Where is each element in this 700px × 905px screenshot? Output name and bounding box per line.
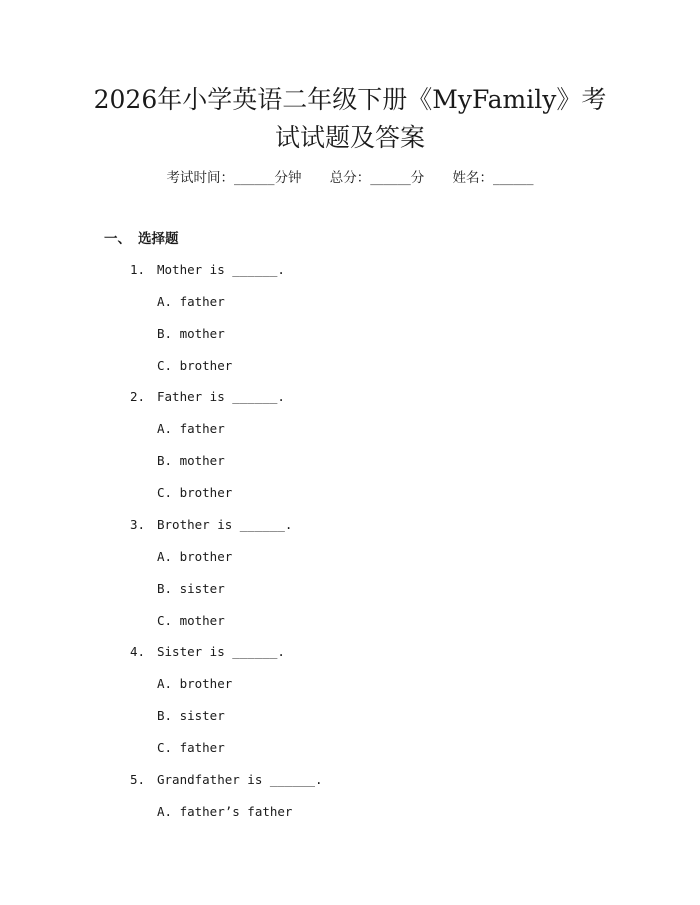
question-number: 4. (130, 644, 146, 659)
question-text: Brother is ______. (157, 517, 293, 532)
question-text: Mother is ______. (157, 262, 285, 277)
exam-info-line (0, 168, 700, 188)
question-1-option-a: A. father (157, 294, 225, 309)
exam-time-label: 考试时间：______分钟 (166, 170, 302, 186)
question-4 (130, 642, 285, 662)
page-title-line-1: 2026年小学英语二年级下册《MyFamily》考 (93, 85, 607, 114)
question-2-option-a: A. father (157, 421, 225, 436)
question-3-option-b: B. sister (157, 581, 225, 596)
section-heading (104, 229, 179, 249)
question-text: Grandfather is ______. (157, 772, 323, 787)
page-title-line-2: 试试题及答案 (274, 123, 425, 152)
question-number: 3. (130, 517, 146, 532)
total-score-label: 总分：______分 (329, 170, 425, 186)
question-text: Father is ______. (157, 389, 285, 404)
question-4-option-b: B. sister (157, 708, 225, 723)
question-5 (130, 770, 323, 790)
question-1-option-c: C. brother (157, 358, 233, 373)
question-1-option-b: B. mother (157, 326, 225, 341)
question-4-option-a: A. brother (157, 676, 233, 691)
question-3 (130, 515, 292, 535)
question-5-option-a: A. father’s father (157, 804, 293, 819)
question-2 (130, 387, 285, 407)
section-number: 一、 (104, 231, 131, 247)
question-4-option-c: C. father (157, 740, 225, 755)
question-2-option-b: B. mother (157, 453, 225, 468)
question-number: 2. (130, 389, 146, 404)
question-1 (130, 260, 285, 280)
question-3-option-c: C. mother (157, 613, 225, 628)
question-number: 1. (130, 262, 146, 277)
question-2-option-c: C. brother (157, 485, 233, 500)
question-text: Sister is ______. (157, 644, 285, 659)
student-name-label: 姓名：______ (452, 170, 534, 186)
question-3-option-a: A. brother (157, 549, 233, 564)
section-title: 选择题 (138, 231, 179, 247)
question-number: 5. (130, 772, 146, 787)
